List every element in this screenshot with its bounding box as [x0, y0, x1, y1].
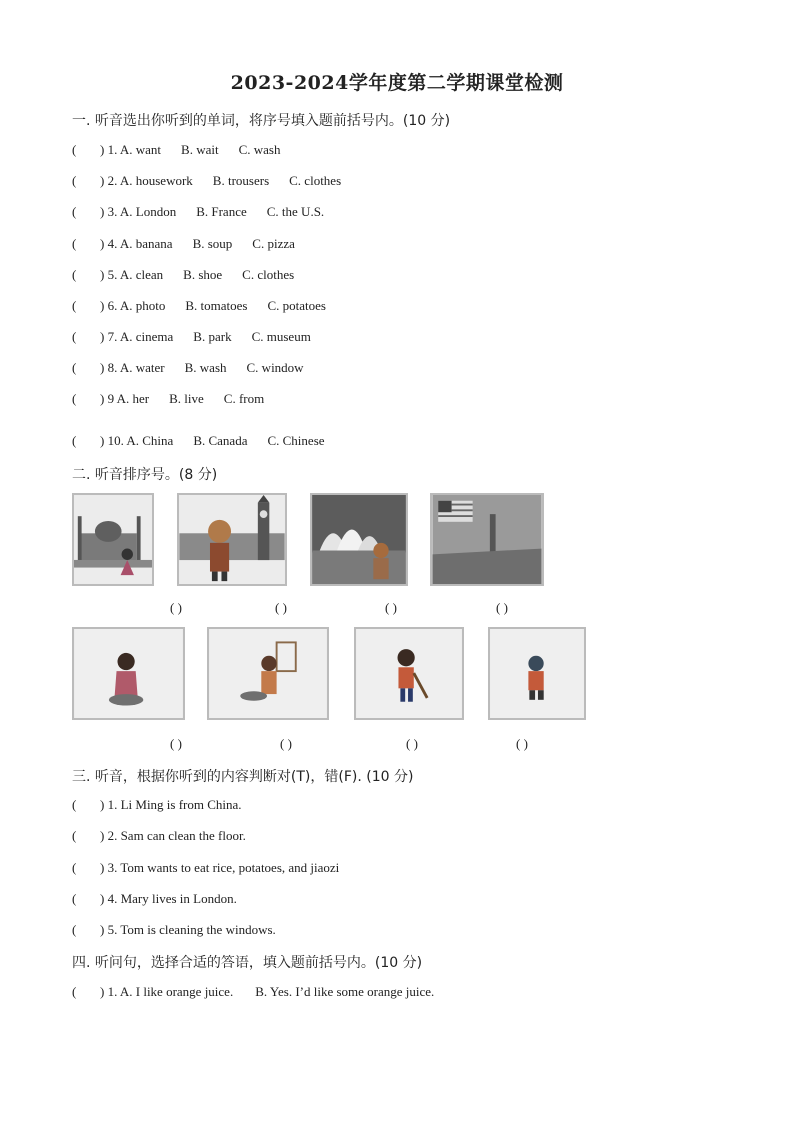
answer-blank[interactable]: ( ) [280, 736, 292, 751]
answer-paren[interactable]: ( [72, 860, 77, 875]
s1-question-5: ( ) 5. A. clean B. shoe C. clothes [72, 267, 295, 282]
s3-question-1: ( ) 1. Li Ming is from China. [72, 797, 242, 812]
picture-boy-standing [488, 627, 586, 720]
opera-house-illustration [312, 495, 406, 584]
s1-question-2: ( ) 2. A. housework B. trousers C. clothes [72, 173, 342, 188]
s3-question-3: ( ) 3. Tom wants to eat rice, potatoes, and jiaozi [72, 860, 340, 875]
s4-question-1: ( ) 1. A. I like orange juice. B. Yes. I’d like some orange juice. [72, 984, 435, 999]
answer-paren[interactable]: ( [72, 298, 77, 313]
s1-question-3: ( ) 3. A. London B. France C. the U.S. [72, 204, 325, 219]
usa-flag-illustration [432, 495, 542, 584]
section-2-heading: 二. 听音排序号。(8 分) [72, 467, 218, 483]
answer-paren[interactable]: ( [72, 391, 77, 406]
answer-blank[interactable]: ( ) [406, 736, 418, 751]
page-title: 2023-2024学年度第二学期课堂检测 [230, 72, 564, 94]
answer-paren[interactable]: ( [72, 236, 77, 251]
answer-paren[interactable]: ( [72, 173, 77, 188]
answer-blank[interactable]: ( ) [170, 736, 182, 751]
picture-taj-mahal-girl [72, 493, 154, 586]
answer-paren[interactable]: ( [72, 433, 77, 448]
answer-blank[interactable]: ( ) [170, 600, 182, 615]
answer-paren[interactable]: ( [72, 204, 77, 219]
s1-question-8: ( ) 8. A. water B. wash C. window [72, 360, 304, 375]
answer-blank[interactable]: ( ) [496, 600, 508, 615]
s1-question-7: ( ) 7. A. cinema B. park C. museum [72, 329, 311, 344]
taj-mahal-illustration [74, 495, 152, 584]
picture-big-ben-boy [177, 493, 287, 586]
answer-blank[interactable]: ( ) [516, 736, 528, 751]
answer-paren[interactable]: ( [72, 828, 77, 843]
answer-blank[interactable]: ( ) [275, 600, 287, 615]
cleaning-window-illustration [209, 629, 327, 718]
answer-blank[interactable]: ( ) [385, 600, 397, 615]
boy-standing-illustration [490, 629, 584, 718]
sweeping-floor-illustration [356, 629, 462, 718]
washing-clothes-illustration [74, 629, 183, 718]
section-3-heading: 三. 听音，根据你听到的内容判断对(T)，错(F). (10 分) [72, 769, 414, 785]
section-1-heading: 一. 听音选出你听到的单词，将序号填入题前括号内。(10 分) [72, 113, 451, 129]
answer-paren[interactable]: ( [72, 360, 77, 375]
picture-boy-sweeping-floor [354, 627, 464, 720]
big-ben-illustration [179, 495, 285, 584]
s3-question-5: ( ) 5. Tom is cleaning the windows. [72, 922, 276, 937]
answer-paren[interactable]: ( [72, 329, 77, 344]
answer-paren[interactable]: ( [72, 142, 77, 157]
answer-paren[interactable]: ( [72, 891, 77, 906]
section-4-heading: 四. 听问句，选择合适的答语，填入题前括号内。(10 分) [72, 955, 423, 971]
s1-question-10: ( ) 10. A. China B. Canada C. Chinese [72, 433, 325, 448]
picture-girl-washing-clothes [72, 627, 185, 720]
s1-question-6: ( ) 6. A. photo B. tomatoes C. potatoes [72, 298, 326, 313]
answer-paren[interactable]: ( [72, 267, 77, 282]
s1-question-1: ( ) 1. A. want B. wait C. wash [72, 142, 281, 157]
picture-boy-cleaning-window [207, 627, 329, 720]
picture-sydney-opera-house-boy [310, 493, 408, 586]
answer-paren[interactable]: ( [72, 984, 77, 999]
s3-question-2: ( ) 2. Sam can clean the floor. [72, 828, 246, 843]
s1-question-9: ( ) 9 A. her B. live C. from [72, 391, 265, 406]
picture-usa-flag-landmark [430, 493, 544, 586]
s1-question-4: ( ) 4. A. banana B. soup C. pizza [72, 236, 295, 251]
answer-paren[interactable]: ( [72, 797, 77, 812]
s3-question-4: ( ) 4. Mary lives in London. [72, 891, 237, 906]
answer-paren[interactable]: ( [72, 922, 77, 937]
